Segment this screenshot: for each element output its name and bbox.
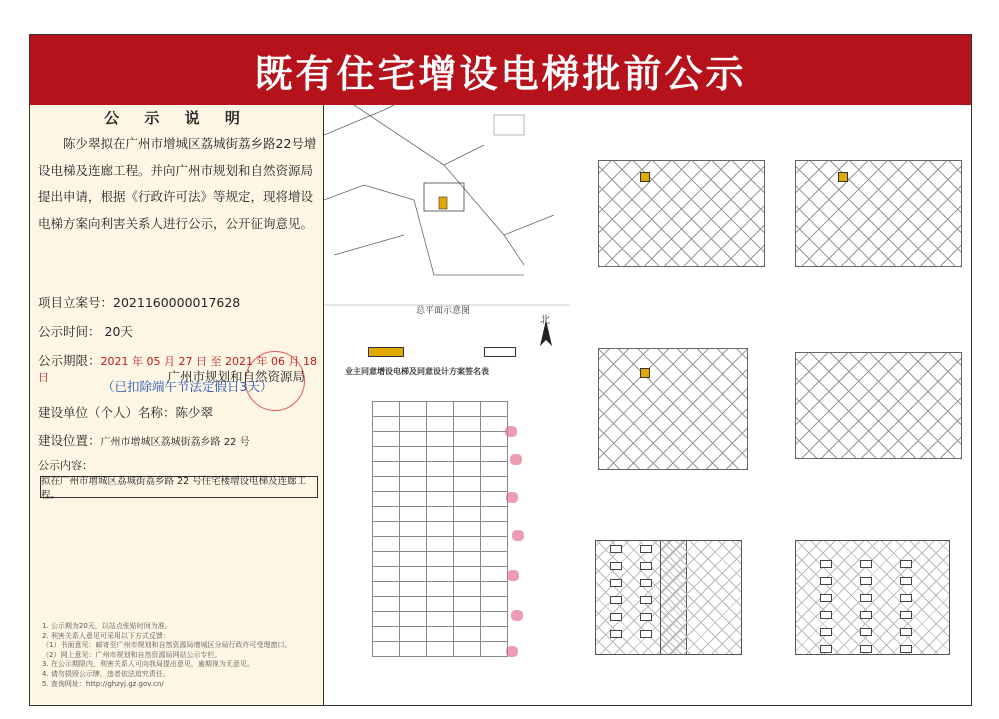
elevator-marker: [640, 368, 650, 378]
holiday-note: （已扣除端午节法定假日3天）: [102, 379, 273, 394]
case-row: [38, 293, 240, 311]
table-cell: [400, 477, 427, 492]
fine-line: （1）书面意见：邮寄至广州市规划和自然资源局增城区分局行政许可受理窗口。: [42, 641, 292, 650]
notice-heading: 公 示 说 明: [104, 109, 250, 127]
floor-plan-2: [795, 160, 962, 267]
window-mark: [900, 560, 912, 568]
table-cell: [481, 432, 508, 447]
elevator-marker: [838, 172, 848, 182]
fingerprint-stamp: [510, 454, 522, 465]
table-cell: [373, 432, 400, 447]
window-mark: [900, 594, 912, 602]
table-cell: [373, 537, 400, 552]
table-cell: [454, 552, 481, 567]
table-cell: [481, 552, 508, 567]
north-label: 北: [540, 315, 550, 326]
table-cell: [481, 447, 508, 462]
table-cell: [427, 642, 454, 657]
table-row: [373, 402, 508, 417]
table-cell: [373, 417, 400, 432]
legend-swatch: [368, 347, 404, 357]
table-cell: [373, 492, 400, 507]
fine-line: 2. 利害关系人意见可采用以下方式反馈：: [42, 631, 170, 640]
table-cell: [427, 402, 454, 417]
window-mark: [860, 645, 872, 653]
table-cell: [373, 567, 400, 582]
fine-line: 3. 在公示期限内，利害关系人可向我局提出意见，逾期视为无意见。: [42, 660, 254, 669]
table-cell: [481, 462, 508, 477]
table-cell: [427, 612, 454, 627]
window-mark: [820, 628, 832, 636]
table-row: [373, 582, 508, 597]
site-plan: [324, 105, 570, 363]
table-cell: [427, 627, 454, 642]
table-cell: [454, 417, 481, 432]
window-mark: [640, 545, 652, 553]
window-mark: [860, 611, 872, 619]
table-cell: [400, 432, 427, 447]
table-cell: [400, 447, 427, 462]
fingerprint-stamp: [505, 426, 517, 437]
builder-value: 陈少翠: [175, 405, 214, 420]
table-row: [373, 432, 508, 447]
table-row: [373, 522, 508, 537]
time-value: 20天: [104, 324, 133, 339]
table-cell: [454, 597, 481, 612]
table-row: [373, 642, 508, 657]
table-cell: [400, 417, 427, 432]
window-mark: [820, 645, 832, 653]
table-cell: [454, 432, 481, 447]
table-row: [373, 507, 508, 522]
table-cell: [481, 537, 508, 552]
window-mark: [820, 611, 832, 619]
table-cell: [454, 642, 481, 657]
elevation-3: [795, 540, 950, 655]
window-mark: [900, 628, 912, 636]
table-cell: [373, 552, 400, 567]
table-cell: [454, 447, 481, 462]
table-cell: [373, 402, 400, 417]
table-cell: [427, 552, 454, 567]
table-cell: [454, 402, 481, 417]
table-cell: [373, 642, 400, 657]
window-mark: [860, 594, 872, 602]
window-mark: [640, 579, 652, 587]
fingerprint-stamp: [507, 570, 519, 581]
table-row: [373, 552, 508, 567]
north-arrow-icon: [534, 320, 558, 350]
window-mark: [610, 630, 622, 638]
table-cell: [427, 432, 454, 447]
table-cell: [481, 612, 508, 627]
window-mark: [640, 596, 652, 604]
page-title: 既有住宅增设电梯批前公示: [30, 35, 971, 105]
location-value: 广州市增城区荔城街荔乡路 22 号: [100, 437, 250, 448]
window-mark: [610, 596, 622, 604]
table-cell: [400, 612, 427, 627]
table-cell: [400, 507, 427, 522]
table-cell: [400, 462, 427, 477]
table-cell: [400, 537, 427, 552]
table-cell: [400, 552, 427, 567]
period-label: 公示期限：: [38, 353, 101, 368]
window-mark: [860, 628, 872, 636]
time-row: [38, 322, 133, 340]
window-mark: [900, 645, 912, 653]
table-cell: [481, 507, 508, 522]
table-cell: [373, 462, 400, 477]
notice-panel: [30, 105, 324, 705]
window-mark: [610, 579, 622, 587]
table-cell: [427, 522, 454, 537]
content-label: 公示内容：: [38, 459, 93, 472]
window-mark: [820, 577, 832, 585]
floor-plan-3: [598, 348, 748, 470]
table-cell: [427, 597, 454, 612]
table-cell: [427, 507, 454, 522]
sign-table-title: 业主同意增设电梯及同意设计方案签名表: [345, 367, 489, 376]
table-row: [373, 492, 508, 507]
table-cell: [454, 537, 481, 552]
table-cell: [454, 627, 481, 642]
table-cell: [481, 627, 508, 642]
table-cell: [400, 582, 427, 597]
table-cell: [373, 597, 400, 612]
time-label: 公示时间：: [38, 324, 101, 339]
table-cell: [481, 402, 508, 417]
fine-line: 4. 请勿损毁公示牌，违者依法追究责任。: [42, 669, 170, 678]
table-cell: [427, 582, 454, 597]
table-cell: [481, 642, 508, 657]
fingerprint-stamp: [506, 492, 518, 503]
issuer-name: 广州市规划和自然资源局: [167, 369, 305, 384]
table-cell: [454, 462, 481, 477]
table-row: [373, 462, 508, 477]
table-cell: [481, 582, 508, 597]
table-cell: [427, 492, 454, 507]
elevator-marker: [640, 172, 650, 182]
window-mark: [640, 562, 652, 570]
builder-label: 建设单位（个人）名称：: [38, 405, 176, 420]
window-mark: [820, 594, 832, 602]
site-plan-label: 总平面示意图: [416, 306, 471, 316]
location-row: [38, 431, 250, 449]
floor-plan-4: [795, 352, 962, 459]
case-label: 项目立案号：: [38, 295, 114, 310]
table-row: [373, 597, 508, 612]
table-row: [373, 567, 508, 582]
table-cell: [373, 612, 400, 627]
window-mark: [640, 630, 652, 638]
fine-line: （2）网上意见：广州市规划和自然资源局网站公示专栏。: [42, 650, 222, 659]
table-row: [373, 537, 508, 552]
table-cell: [454, 492, 481, 507]
table-cell: [427, 447, 454, 462]
table-cell: [427, 537, 454, 552]
table-cell: [373, 582, 400, 597]
signature-table: [372, 401, 508, 657]
window-mark: [900, 611, 912, 619]
table-cell: [373, 507, 400, 522]
table-cell: [373, 627, 400, 642]
table-cell: [427, 567, 454, 582]
fine-line: 5. 查询网址：http://ghzyj.gz.gov.cn/: [42, 679, 164, 688]
case-number: 2021160000017628: [113, 295, 241, 310]
table-row: [373, 612, 508, 627]
table-cell: [400, 522, 427, 537]
table-cell: [454, 477, 481, 492]
table-cell: [427, 477, 454, 492]
fingerprint-stamp: [512, 530, 524, 541]
table-cell: [454, 567, 481, 582]
legend-swatch-blank: [484, 347, 516, 357]
content-value: 拟在广州市增城区荔城街荔乡路 22 号住宅楼增设电梯及连廊工程。: [40, 476, 318, 498]
table-cell: [454, 522, 481, 537]
floor-plan-1: [598, 160, 765, 267]
window-mark: [610, 545, 622, 553]
table-cell: [373, 477, 400, 492]
table-cell: [400, 402, 427, 417]
table-cell: [481, 477, 508, 492]
table-cell: [400, 642, 427, 657]
table-cell: [400, 627, 427, 642]
table-cell: [400, 492, 427, 507]
table-cell: [481, 522, 508, 537]
fingerprint-stamp: [511, 610, 523, 621]
window-mark: [860, 577, 872, 585]
location-label: 建设位置：: [38, 433, 101, 448]
table-row: [373, 447, 508, 462]
window-mark: [860, 560, 872, 568]
table-cell: [481, 597, 508, 612]
table-cell: [454, 582, 481, 597]
notice-paragraph: 陈少翠拟在广州市增城区荔城街荔乡路22号增设电梯及连廊工程。并向广州市规划和自然资源局提出申请，根据《行政许可法》等规定，现将增设电梯方案向利害关系人进行公示，公开征询意见。: [38, 136, 317, 231]
table-cell: [427, 417, 454, 432]
window-mark: [610, 562, 622, 570]
table-cell: [454, 507, 481, 522]
window-mark: [640, 613, 652, 621]
table-cell: [481, 492, 508, 507]
table-cell: [373, 522, 400, 537]
builder-row: [38, 403, 213, 421]
period-value: 2021 年 05 月 27 日 至 2021 年 06 月 18 日: [38, 355, 317, 384]
fingerprint-stamp: [506, 646, 518, 657]
table-cell: [427, 462, 454, 477]
window-mark: [900, 577, 912, 585]
window-mark: [820, 560, 832, 568]
fine-print: [42, 622, 314, 689]
fine-line: 1. 公示期为20天，以站点张贴时间为准。: [42, 622, 172, 630]
table-cell: [481, 417, 508, 432]
table-row: [373, 477, 508, 492]
table-cell: [454, 612, 481, 627]
table-cell: [400, 597, 427, 612]
window-mark: [610, 613, 622, 621]
elevation-2: [660, 540, 742, 655]
table-cell: [373, 447, 400, 462]
table-cell: [481, 567, 508, 582]
table-row: [373, 417, 508, 432]
table-cell: [400, 567, 427, 582]
table-row: [373, 627, 508, 642]
